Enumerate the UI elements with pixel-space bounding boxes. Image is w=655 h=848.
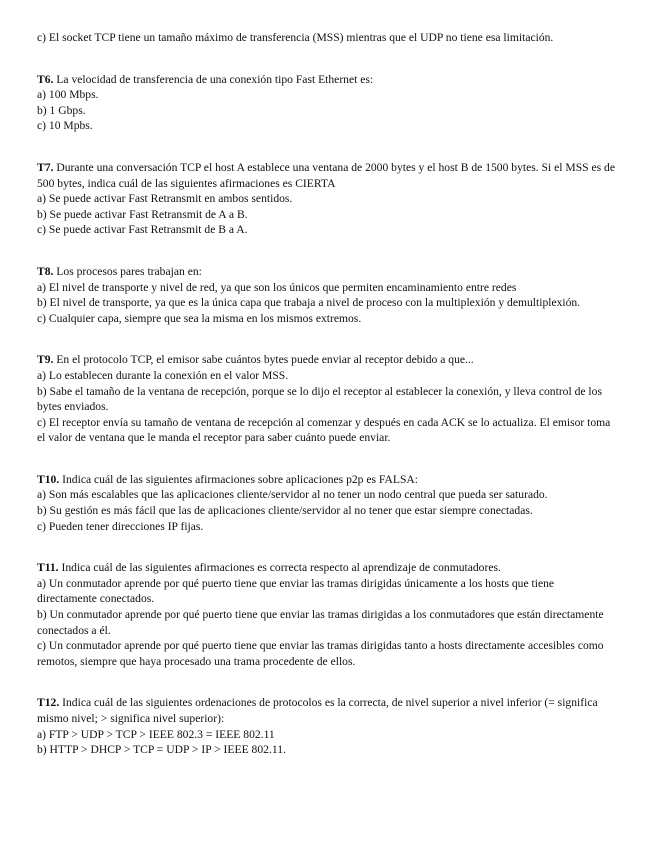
question-t6 — [37, 72, 615, 134]
option-c: c) El receptor envía su tamaño de ventana de recepción al comenzar y después en cada ACK se lo actualiza. El emisor toma el valor de ventana que le manda el receptor para saber cuánto puede enviar. — [37, 415, 611, 445]
question-number: T10. — [37, 472, 60, 486]
option-c: c) Un conmutador aprende por qué puerto tiene que enviar las tramas dirigidas tanto a hosts directamente accesibles como remotos, siempre que haya procesado una trama procedente de ellos. — [37, 639, 604, 668]
question-heading — [37, 72, 615, 88]
question-t9 — [37, 352, 615, 446]
question-text: La velocidad de transferencia de una conexión tipo Fast Ethernet es: — [56, 72, 374, 86]
option-b: b) Se puede activar Fast Retransmit de A a B. — [37, 207, 248, 221]
intro-option-c: c) El socket TCP tiene un tamaño máximo de transferencia (MSS) mientras que el UDP no tiene esa limitación. — [37, 31, 554, 44]
option-c: c) Se puede activar Fast Retransmit de B a A. — [37, 223, 248, 237]
option-a: a) Un conmutador aprende por qué puerto tiene que enviar las tramas dirigidas únicamente a los hosts que tiene directamente conectados. — [37, 576, 555, 606]
question-t10 — [37, 472, 615, 534]
option-a: a) 100 Mbps. — [37, 88, 99, 102]
question-heading — [37, 472, 615, 488]
question-heading — [37, 695, 615, 726]
question-text: Durante una conversación TCP el host A establece una ventana de 2000 bytes y el host B de 1500 bytes. Si el MSS es de 500 bytes, indica cuál de las siguientes afirmaciones es CIERTA — [37, 160, 615, 190]
option-c: c) Pueden tener direcciones IP fijas. — [37, 519, 204, 533]
option-b: b) HTTP > DHCP > TCP = UDP > IP > IEEE 802.11. — [37, 743, 286, 757]
question-heading — [37, 352, 615, 368]
exam-page — [37, 30, 615, 758]
question-text: Los procesos pares trabajan en: — [56, 264, 202, 278]
option-a: a) El nivel de transporte y nivel de red, ya que son los únicos que permiten encaminamiento entre redes — [37, 280, 517, 294]
option-c: c) Cualquier capa, siempre que sea la misma en los mismos extremos. — [37, 311, 362, 325]
question-number: T6. — [37, 72, 54, 86]
option-b: b) Su gestión es más fácil que las de aplicaciones cliente/servidor al no tener que estar siempre conectadas. — [37, 504, 533, 518]
option-c: c) 10 Mpbs. — [37, 119, 93, 133]
question-heading — [37, 264, 615, 280]
question-text: En el protocolo TCP, el emisor sabe cuántos bytes puede enviar al receptor debido a que... — [56, 353, 474, 367]
question-number: T8. — [37, 264, 54, 278]
option-a: a) FTP > UDP > TCP > IEEE 802.3 = IEEE 802.11 — [37, 727, 275, 741]
question-t8 — [37, 264, 615, 326]
question-text: Indica cuál de las siguientes afirmaciones sobre aplicaciones p2p es FALSA: — [62, 472, 419, 486]
question-t11 — [37, 560, 615, 669]
option-b: b) Un conmutador aprende por qué puerto tiene que enviar las tramas dirigidas a los conmutadores que están directamente conectados a él. — [37, 608, 604, 637]
question-number: T7. — [37, 160, 54, 174]
option-b: b) El nivel de transporte, ya que es la única capa que trabaja a nivel de proceso con la multiplexión y demultiplexión. — [37, 296, 581, 310]
question-text: Indica cuál de las siguientes ordenaciones de protocolos es la correcta, de nivel superior a nivel inferior (= significa mismo nivel; > significa nivel superior): — [37, 696, 598, 725]
option-b: b) 1 Gbps. — [37, 103, 86, 117]
question-text: Indica cuál de las siguientes afirmaciones es correcta respecto al aprendizaje de conmutadores. — [61, 561, 501, 575]
question-number: T11. — [37, 561, 59, 575]
option-b: b) Sabe el tamaño de la ventana de recepción, porque se lo dijo el receptor al establecer la conexión, y lleva control de los bytes enviados. — [37, 384, 602, 414]
question-number: T9. — [37, 353, 54, 367]
question-number: T12. — [37, 696, 60, 710]
option-a: a) Son más escalables que las aplicaciones cliente/servidor al no tener un nodo central que pueda ser saturado. — [37, 488, 548, 502]
question-t7 — [37, 160, 615, 238]
question-t12 — [37, 695, 615, 757]
option-a: a) Lo establecen durante la conexión en el valor MSS. — [37, 368, 289, 382]
question-heading — [37, 560, 615, 576]
option-a: a) Se puede activar Fast Retransmit en ambos sentidos. — [37, 192, 293, 206]
question-heading — [37, 160, 615, 191]
